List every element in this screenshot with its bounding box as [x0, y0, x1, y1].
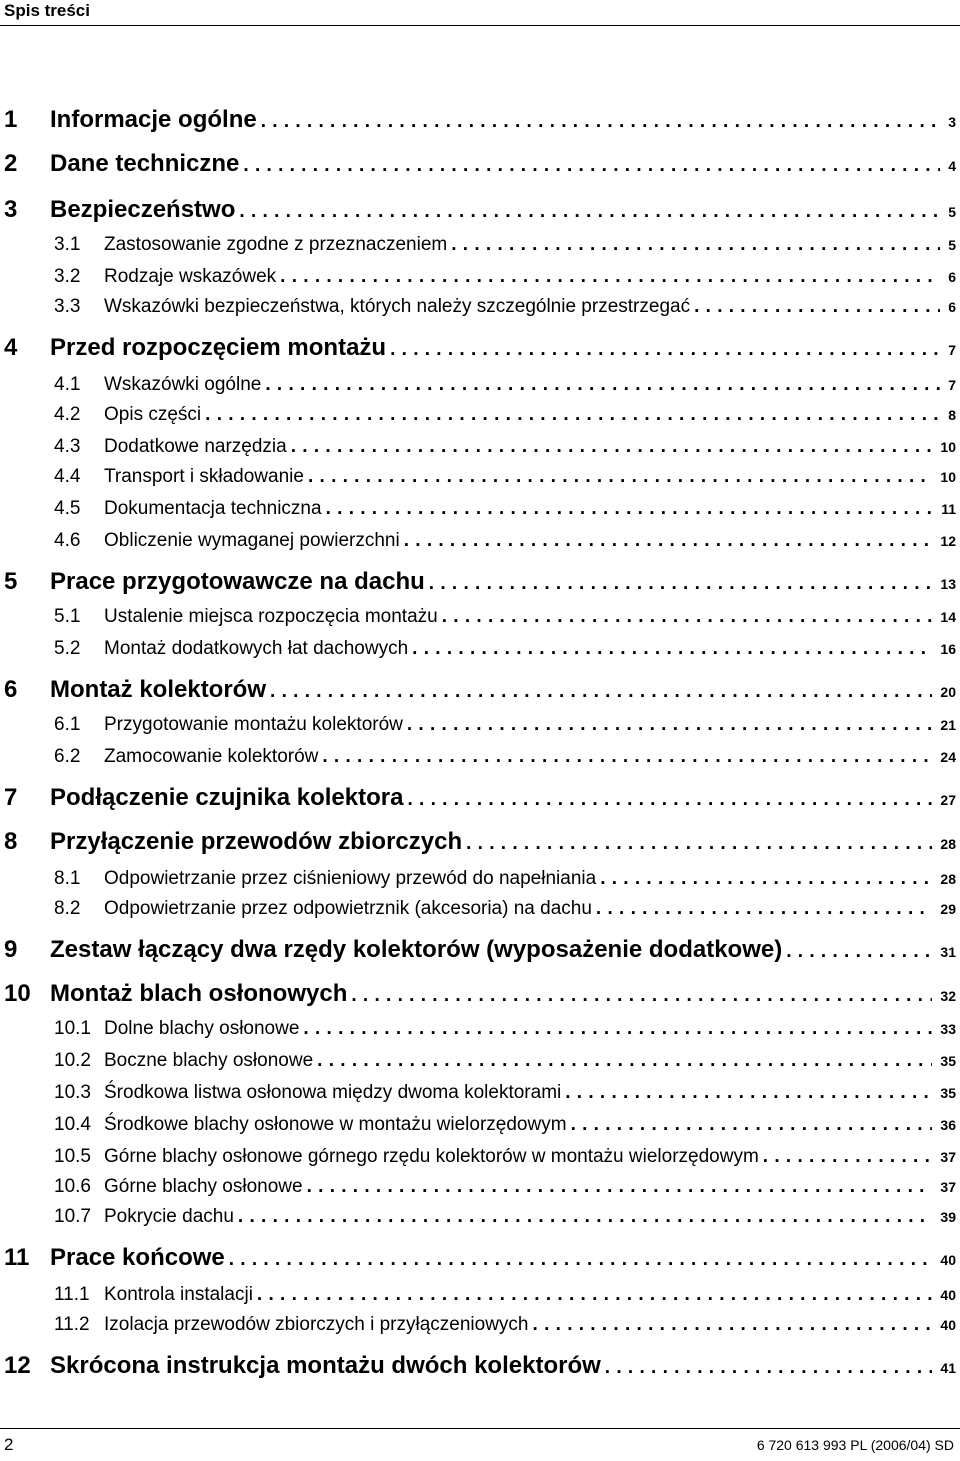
toc-entry-page: 13 — [940, 576, 956, 592]
dot-leader — [308, 466, 932, 488]
toc-chapter-entry — [0, 784, 956, 812]
toc-section-entry — [0, 1082, 956, 1104]
toc-chapter-entry — [0, 150, 956, 178]
toc-entry-number: 10.4 — [54, 1114, 91, 1135]
toc-section-entry — [0, 898, 956, 920]
toc-entry-title: Transport i składowanie — [104, 466, 304, 487]
dot-leader — [243, 150, 940, 178]
dot-leader — [571, 1114, 933, 1136]
toc-section-entry — [0, 234, 956, 256]
toc-entry-number: 11.2 — [54, 1314, 90, 1335]
toc-entry-title: Dolne blachy osłonowe — [104, 1018, 300, 1039]
toc-entry-page: 41 — [940, 1360, 956, 1376]
toc-entry-title: Bezpieczeństwo — [50, 196, 236, 223]
toc-entry-number: 10.1 — [54, 1018, 91, 1039]
toc-entry-page: 20 — [940, 684, 956, 700]
toc-section-entry — [0, 498, 956, 520]
dot-leader — [291, 436, 933, 458]
toc-entry-page: 6 — [948, 299, 956, 315]
dot-leader — [326, 498, 934, 520]
toc-entry-page: 21 — [940, 717, 956, 733]
toc-entry-number: 1 — [4, 106, 18, 133]
toc-section-entry — [0, 530, 956, 552]
dot-leader — [390, 334, 940, 362]
toc-section-entry — [0, 1284, 956, 1306]
dot-leader — [307, 1176, 933, 1198]
header-divider — [0, 25, 960, 26]
toc-entry-number: 3.3 — [54, 296, 81, 317]
toc-entry-number: 10.3 — [54, 1082, 91, 1103]
toc-entry-title: Wskazówki bezpieczeństwa, których należy szczególnie przestrzegać — [104, 296, 691, 317]
toc-entry-title: Kontrola instalacji — [104, 1284, 253, 1305]
dot-leader — [600, 868, 932, 890]
toc-entry-title: Boczne blachy osłonowe — [104, 1050, 314, 1071]
toc-entry-title: Prace przygotowawcze na dachu — [50, 568, 425, 595]
toc-entry-number: 3.1 — [54, 234, 81, 255]
toc-entry-title: Montaż kolektorów — [50, 676, 267, 703]
page-number: 2 — [4, 1435, 14, 1454]
toc-entry-page: 3 — [948, 114, 956, 130]
toc-section-entry — [0, 404, 956, 426]
toc-entry-title: Odpowietrzanie przez odpowietrznik (akcesoria) na dachu — [104, 898, 592, 919]
toc-entry-number: 5.2 — [54, 638, 81, 659]
dot-leader — [407, 714, 933, 736]
toc-entry-number: 6 — [4, 676, 18, 703]
toc-entry-title: Montaż dodatkowych łat dachowych — [104, 638, 409, 659]
toc-chapter-entry — [0, 334, 956, 362]
toc-section-entry — [0, 1114, 956, 1136]
toc-entry-title: Wskazówki ogólne — [104, 374, 262, 395]
toc-entry-page: 37 — [940, 1179, 956, 1195]
toc-entry-number: 6.1 — [54, 714, 81, 735]
toc-entry-title: Informacje ogólne — [50, 106, 257, 133]
toc-entry-page: 40 — [940, 1252, 956, 1268]
dot-leader — [429, 568, 933, 596]
toc-entry-title: Prace końcowe — [50, 1244, 225, 1271]
toc-entry-page: 5 — [948, 204, 956, 220]
toc-chapter-entry — [0, 196, 956, 224]
toc-entry-number: 5.1 — [54, 606, 81, 627]
toc-section-entry — [0, 436, 956, 458]
toc-entry-title: Rodzaje wskazówek — [104, 266, 277, 287]
toc-entry-number: 4 — [4, 334, 18, 361]
toc-section-entry — [0, 1176, 956, 1198]
toc-entry-title: Górne blachy osłonowe — [104, 1176, 303, 1197]
dot-leader — [466, 828, 932, 856]
toc-entry-number: 8.1 — [54, 868, 81, 889]
dot-leader — [442, 606, 933, 628]
toc-entry-title: Środkowe blachy osłonowe w montażu wielorzędowym — [104, 1114, 567, 1135]
toc-section-entry — [0, 296, 956, 318]
toc-entry-number: 12 — [4, 1352, 31, 1379]
toc-entry-title: Pokrycie dachu — [104, 1206, 234, 1227]
toc-entry-page: 29 — [940, 901, 956, 917]
dot-leader — [238, 1206, 933, 1228]
toc-chapter-entry — [0, 936, 956, 964]
toc-entry-title: Obliczenie wymaganej powierzchni — [104, 530, 400, 551]
dot-leader — [229, 1244, 933, 1272]
document-code: 6 720 613 993 PL (2006/04) SD — [756, 1437, 954, 1453]
toc-section-entry — [0, 466, 956, 488]
toc-entry-title: Montaż blach osłonowych — [50, 980, 348, 1007]
dot-leader — [533, 1314, 933, 1336]
toc-entry-number: 7 — [4, 784, 18, 811]
toc-entry-page: 16 — [940, 641, 956, 657]
dot-leader — [280, 266, 940, 288]
toc-entry-title: Środkowa listwa osłonowa między dwoma kolektorami — [104, 1082, 562, 1103]
dot-leader — [407, 784, 932, 812]
dot-leader — [404, 530, 933, 552]
dot-leader — [605, 1352, 933, 1380]
toc-entry-title: Przed rozpoczęciem montażu — [50, 334, 387, 361]
toc-entry-number: 4.1 — [54, 374, 81, 395]
toc-entry-title: Górne blachy osłonowe górnego rzędu kolektorów w montażu wielorzędowym — [104, 1146, 759, 1167]
toc-section-entry — [0, 746, 956, 768]
toc-entry-number: 3.2 — [54, 266, 81, 287]
toc-entry-title: Zamocowanie kolektorów — [104, 746, 319, 767]
dot-leader — [351, 980, 932, 1008]
toc-entry-page: 5 — [948, 237, 956, 253]
toc-entry-title: Skrócona instrukcja montażu dwóch kolektorów — [50, 1352, 601, 1379]
dot-leader — [270, 676, 932, 704]
toc-entry-title: Przygotowanie montażu kolektorów — [104, 714, 403, 735]
toc-entry-number: 8 — [4, 828, 18, 855]
footer-divider — [0, 1428, 960, 1429]
toc-section-entry — [0, 1018, 956, 1040]
dot-leader — [451, 234, 940, 256]
toc-section-entry — [0, 374, 956, 396]
toc-entry-title: Dokumentacja techniczna — [104, 498, 322, 519]
toc-entry-title: Opis części — [104, 404, 202, 425]
toc-entry-page: 4 — [948, 158, 956, 174]
toc-entry-number: 3 — [4, 196, 18, 223]
toc-chapter-entry — [0, 1352, 956, 1380]
toc-entry-number: 10.2 — [54, 1050, 91, 1071]
toc-entry-number: 11 — [4, 1244, 30, 1271]
toc-entry-number: 10.6 — [54, 1176, 91, 1197]
toc-entry-page: 7 — [948, 342, 956, 358]
toc-section-entry — [0, 714, 956, 736]
dot-leader — [265, 374, 940, 396]
toc-entry-page: 14 — [940, 609, 956, 625]
toc-entry-number: 2 — [4, 150, 18, 177]
toc-entry-page: 32 — [940, 988, 956, 1004]
toc-entry-page: 37 — [940, 1149, 956, 1165]
toc-entry-title: Przyłączenie przewodów zbiorczych — [50, 828, 463, 855]
toc-section-entry — [0, 1314, 956, 1336]
toc-chapter-entry — [0, 568, 956, 596]
toc-entry-page: 11 — [941, 501, 956, 517]
toc-entry-page: 28 — [940, 871, 956, 887]
toc-section-entry — [0, 1050, 956, 1072]
toc-entry-title: Zestaw łączący dwa rzędy kolektorów (wyposażenie dodatkowe) — [50, 936, 783, 963]
toc-section-entry — [0, 868, 956, 890]
dot-leader — [786, 936, 932, 964]
toc-entry-page: 35 — [940, 1085, 956, 1101]
toc-entry-title: Dane techniczne — [50, 150, 240, 177]
dot-leader — [239, 196, 940, 224]
toc-entry-page: 6 — [948, 269, 956, 285]
toc-entry-number: 9 — [4, 936, 18, 963]
toc-entry-number: 4.3 — [54, 436, 81, 457]
toc-entry-title: Zastosowanie zgodne z przeznaczeniem — [104, 234, 448, 255]
toc-entry-number: 4.2 — [54, 404, 81, 425]
toc-entry-title: Ustalenie miejsca rozpoczęcia montażu — [104, 606, 438, 627]
toc-entry-page: 40 — [940, 1317, 956, 1333]
toc-entry-page: 36 — [940, 1117, 956, 1133]
toc-entry-title: Podłączenie czujnika kolektora — [50, 784, 404, 811]
toc-chapter-entry — [0, 676, 956, 704]
dot-leader — [412, 638, 932, 660]
toc-section-entry — [0, 266, 956, 288]
toc-entry-page: 24 — [940, 749, 956, 765]
toc-entry-number: 4.4 — [54, 466, 81, 487]
dot-leader — [596, 898, 933, 920]
dot-leader — [317, 1050, 932, 1072]
toc-entry-page: 28 — [940, 836, 956, 852]
toc-entry-page: 7 — [948, 377, 956, 393]
toc-section-entry — [0, 638, 956, 660]
toc-entry-title: Dodatkowe narzędzia — [104, 436, 287, 457]
toc-section-entry — [0, 606, 956, 628]
dot-leader — [322, 746, 932, 768]
toc-entry-title: Odpowietrzanie przez ciśnieniowy przewód do napełniania — [104, 868, 597, 889]
toc-chapter-entry — [0, 828, 956, 856]
toc-entry-page: 33 — [940, 1021, 956, 1037]
toc-entry-page: 27 — [940, 792, 956, 808]
toc-entry-page: 35 — [940, 1053, 956, 1069]
toc-entry-page: 39 — [940, 1209, 956, 1225]
page-title: Spis treści — [4, 1, 90, 20]
dot-leader — [565, 1082, 932, 1104]
dot-leader — [763, 1146, 933, 1168]
toc-entry-number: 11.1 — [54, 1284, 90, 1305]
toc-entry-number: 10 — [4, 980, 31, 1007]
toc-section-entry — [0, 1146, 956, 1168]
toc-entry-page: 31 — [940, 944, 956, 960]
dot-leader — [694, 296, 940, 318]
toc-entry-number: 10.5 — [54, 1146, 91, 1167]
toc-entry-page: 8 — [948, 407, 956, 423]
toc-entry-number: 5 — [4, 568, 18, 595]
toc-entry-number: 6.2 — [54, 746, 81, 767]
toc-section-entry — [0, 1206, 956, 1228]
dot-leader — [257, 1284, 933, 1306]
dot-leader — [303, 1018, 932, 1040]
toc-chapter-entry — [0, 106, 956, 134]
toc-entry-number: 8.2 — [54, 898, 81, 919]
toc-entry-title: Izolacja przewodów zbiorczych i przyłączeniowych — [104, 1314, 529, 1335]
toc-entry-number: 10.7 — [54, 1206, 91, 1227]
toc-chapter-entry — [0, 980, 956, 1008]
toc-chapter-entry — [0, 1244, 956, 1272]
toc-entry-page: 10 — [940, 439, 956, 455]
dot-leader — [205, 404, 940, 426]
toc-entry-page: 10 — [940, 469, 956, 485]
toc-entry-number: 4.5 — [54, 498, 81, 519]
toc-entry-page: 40 — [940, 1287, 956, 1303]
toc-entry-number: 4.6 — [54, 530, 81, 551]
dot-leader — [261, 106, 941, 134]
toc-entry-page: 12 — [940, 533, 956, 549]
